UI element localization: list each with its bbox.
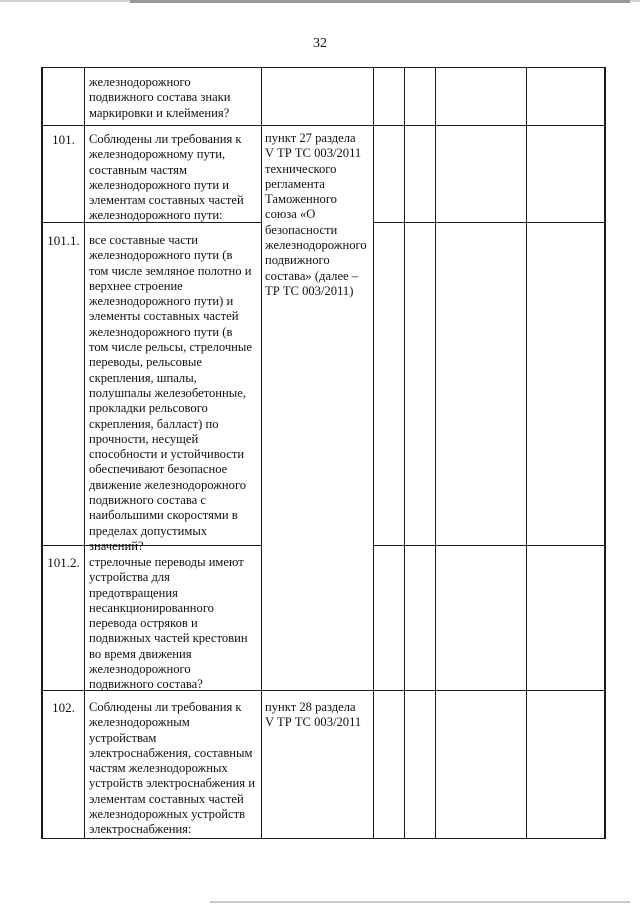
row-number-101-1: 101.1. [47, 233, 80, 248]
row-number-102: 102. [52, 700, 75, 715]
requirement-101: Соблюдены ли требования к железнодорожному пути, составным частям железнодорожного пути и элементам составных частей железнодорожного пути: [89, 132, 244, 223]
reference-101: пункт 27 раздела V ТР ТС 003/2011 технического регламента Таможенного союза «О безопасности железнодорожного подвижного состава» (далее – ТР ТС 003/2011) [265, 131, 367, 298]
table-row-continuation-requirement: железнодорожного подвижного состава знаки маркировки и клеймения? [89, 75, 231, 120]
scan-shadow-top [130, 0, 630, 3]
scan-shadow-bottom [210, 901, 630, 903]
reference-102: пункт 28 раздела V ТР ТС 003/2011 [265, 700, 362, 730]
requirement-101-1: все составные части железнодорожного пути (в том числе земляное полотно и верхнее строение железнодорожного пути) и элементы составных частей железнодорожного пути (в том числе рельсы, стрелочные переводы, рельсовые скрепления, шпалы, полушпалы железобетонные, прокладки рельсового скрепления, балласт) по прочности, несущей способности и устойчивости обеспечивают безопасное движение железнодорожного подвижного состава с наибольшими скоростями в пределах допустимых значений? [89, 233, 252, 553]
row-number-101-2: 101.2. [47, 555, 80, 570]
row-number-101: 101. [52, 132, 75, 147]
requirement-101-2: стрелочные переводы имеют устройства для предотвращения несанкционированного перевода остряков и подвижных частей крестовин во время движения железнодорожного подвижного состава? [89, 555, 248, 692]
page-number: 32 [313, 36, 327, 51]
requirement-102: Соблюдены ли требования к железнодорожным устройствам электроснабжения, составным частям железнодорожных устройств электроснабжения и элементам составных частей железнодорожных устройств электроснабжения: [89, 700, 255, 837]
